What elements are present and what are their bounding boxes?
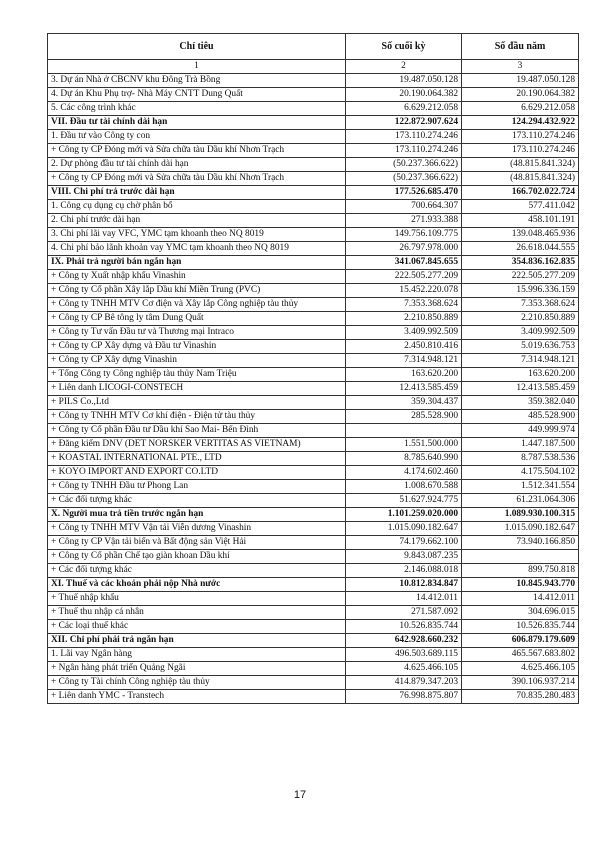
row-end-value: 10.812.834.847 (346, 578, 462, 592)
row-label: + Ngân hàng phát triển Quảng Ngãi (48, 662, 346, 676)
table-row (48, 564, 579, 578)
table-row (48, 200, 579, 214)
row-label: + Đăng kiểm DNV (DET NORSKER VERTITAS AS VIETNAM) (48, 438, 346, 452)
row-end-value: 173.110.274.246 (346, 144, 462, 158)
table-row (48, 424, 579, 438)
row-label: + Công ty CP Xây dựng và Đầu tư Vinashin (48, 340, 346, 354)
row-begin-value: 61.231.064.306 (462, 494, 579, 508)
row-end-value: 414.879.347.203 (346, 676, 462, 690)
row-end-value: 271.587.092 (346, 606, 462, 620)
table-row (48, 242, 579, 256)
row-label: IX. Phải trả người bán ngắn hạn (48, 256, 346, 270)
row-label: VII. Đầu tư tài chính dài hạn (48, 116, 346, 130)
row-end-value (346, 424, 462, 438)
table-row (48, 312, 579, 326)
column-index-row (48, 60, 579, 74)
row-label: + Công ty Cổ phần Đầu tư Dầu khí Sao Mai- Bến Đình (48, 424, 346, 438)
row-label: + Công ty TNHH MTV Vận tải Viễn dương Vinashin (48, 522, 346, 536)
row-begin-value: 390.106.937.214 (462, 676, 579, 690)
table-row (48, 606, 579, 620)
table-row (48, 340, 579, 354)
row-end-value: 496.503.689.115 (346, 648, 462, 662)
row-begin-value: 19.487.050.128 (462, 74, 579, 88)
table-row (48, 284, 579, 298)
row-begin-value: 1.015.090.182.647 (462, 522, 579, 536)
table-row (48, 368, 579, 382)
table-row (48, 508, 579, 522)
row-label: 4. Chi phí bảo lãnh khoản vay YMC tạm khoanh theo NQ 8019 (48, 242, 346, 256)
row-label: + Công ty TNHH MTV Cơ khí điện - Điện tử tàu thủy (48, 410, 346, 424)
row-begin-value: 449.999.974 (462, 424, 579, 438)
row-begin-value: (48.815.841.324) (462, 172, 579, 186)
table-row (48, 438, 579, 452)
financial-notes-sheet (47, 33, 578, 704)
table-row (48, 634, 579, 648)
header-beginning-of-year: Số đầu năm (462, 34, 579, 60)
row-end-value: 1.551.500.000 (346, 438, 462, 452)
row-label: + PILS Co.,Ltd (48, 396, 346, 410)
table-row (48, 74, 579, 88)
row-label: + Liên danh YMC - Transtech (48, 690, 346, 704)
row-label: + Tổng Công ty Công nghiệp tàu thủy Nam Triệu (48, 368, 346, 382)
row-label: + Công ty TNHH Đầu tư Phong Lan (48, 480, 346, 494)
table-row (48, 172, 579, 186)
header-indicator: Chỉ tiêu (48, 34, 346, 60)
row-label: + Công ty Tài chính Công nghiệp tàu thủy (48, 676, 346, 690)
row-label: 1. Công cụ dụng cụ chờ phân bổ (48, 200, 346, 214)
table-row (48, 270, 579, 284)
table-row (48, 522, 579, 536)
row-end-value: (50.237.366.622) (346, 158, 462, 172)
table-row (48, 676, 579, 690)
row-begin-value: 14.412.011 (462, 592, 579, 606)
row-end-value: 2.210.850.889 (346, 312, 462, 326)
table-row (48, 578, 579, 592)
table-row (48, 536, 579, 550)
table-row (48, 620, 579, 634)
row-end-value: 4.174.602.460 (346, 466, 462, 480)
row-begin-value: 2.210.850.889 (462, 312, 579, 326)
table-row (48, 396, 579, 410)
row-end-value: 20.190.064.382 (346, 88, 462, 102)
row-label: 1. Lãi vay Ngân hàng (48, 648, 346, 662)
table-row (48, 228, 579, 242)
table-body (48, 74, 579, 704)
row-begin-value: 173.110.274.246 (462, 144, 579, 158)
row-begin-value: 359.382.040 (462, 396, 579, 410)
row-begin-value: 1.447.187.500 (462, 438, 579, 452)
row-label: 1. Đầu tư vào Công ty con (48, 130, 346, 144)
row-end-value: 642.928.660.232 (346, 634, 462, 648)
row-begin-value: 12.413.585.459 (462, 382, 579, 396)
row-begin-value: 7.314.948.121 (462, 354, 579, 368)
column-index-3: 3 (462, 60, 579, 74)
row-end-value: 3.409.992.509 (346, 326, 462, 340)
table-row (48, 354, 579, 368)
row-label: + Công ty Cổ phần Chế tạo giàn khoan Dầu khí (48, 550, 346, 564)
table-row (48, 452, 579, 466)
row-begin-value: 606.879.179.609 (462, 634, 579, 648)
row-begin-value: (48.815.841.324) (462, 158, 579, 172)
row-label: + KOASTAL INTERNATIONAL PTE., LTD (48, 452, 346, 466)
row-end-value: 341.067.845.655 (346, 256, 462, 270)
row-label: + Các đối tượng khác (48, 564, 346, 578)
row-begin-value: 485.528.900 (462, 410, 579, 424)
row-begin-value: 173.110.274.246 (462, 130, 579, 144)
row-label: XI. Thuế và các khoản phải nộp Nhà nước (48, 578, 346, 592)
row-label: 3. Dự án Nhà ở CBCNV khu Đông Trà Bồng (48, 74, 346, 88)
row-label: XII. Chi phí phải trả ngắn hạn (48, 634, 346, 648)
row-end-value: 163.620.200 (346, 368, 462, 382)
row-begin-value: 4.625.466.105 (462, 662, 579, 676)
row-end-value: 271.933.388 (346, 214, 462, 228)
row-begin-value: 3.409.992.509 (462, 326, 579, 340)
row-end-value: 2.146.088.018 (346, 564, 462, 578)
table-row (48, 88, 579, 102)
row-begin-value: 458.101.191 (462, 214, 579, 228)
row-end-value: (50.237.366.622) (346, 172, 462, 186)
row-begin-value: 8.787.538.536 (462, 452, 579, 466)
row-label: + Công ty CP Xây dựng Vinashin (48, 354, 346, 368)
table-row (48, 214, 579, 228)
table-row (48, 116, 579, 130)
row-begin-value: 10.526.835.744 (462, 620, 579, 634)
table-row (48, 256, 579, 270)
row-end-value: 7.314.948.121 (346, 354, 462, 368)
row-label: + Công ty Xuất nhập khẩu Vinashin (48, 270, 346, 284)
row-end-value: 2.450.810.416 (346, 340, 462, 354)
row-begin-value: 222.505.277.209 (462, 270, 579, 284)
row-begin-value: 465.567.683.802 (462, 648, 579, 662)
row-end-value: 14.412.011 (346, 592, 462, 606)
table-row (48, 466, 579, 480)
row-begin-value: 10.845.943.770 (462, 578, 579, 592)
row-label: + Công ty CP Đóng mới và Sửa chữa tàu Dầu khí Nhơn Trạch (48, 172, 346, 186)
row-end-value: 6.629.212.058 (346, 102, 462, 116)
header-row (48, 34, 579, 60)
row-end-value: 26.797.978.000 (346, 242, 462, 256)
row-label: 2. Chi phí trước dài hạn (48, 214, 346, 228)
row-label: + Công ty CP Vận tải biển và Bất động sản Việt Hải (48, 536, 346, 550)
row-label: 3. Chi phí lãi vay VFC, YMC tạm khoanh theo NQ 8019 (48, 228, 346, 242)
row-end-value: 222.505.277.209 (346, 270, 462, 284)
table-row (48, 648, 579, 662)
row-begin-value: 139.048.465.936 (462, 228, 579, 242)
table-row (48, 298, 579, 312)
table-row (48, 186, 579, 200)
row-end-value: 10.526.835.744 (346, 620, 462, 634)
row-begin-value: 4.175.504.102 (462, 466, 579, 480)
row-end-value: 8.785.640.990 (346, 452, 462, 466)
page-number: 17 (293, 789, 307, 801)
row-begin-value: 166.702.022.724 (462, 186, 579, 200)
table-row (48, 326, 579, 340)
row-end-value: 1.015.090.182.647 (346, 522, 462, 536)
financial-table (47, 33, 579, 704)
table-row (48, 158, 579, 172)
column-index-1: 1 (48, 60, 346, 74)
row-label: + Công ty Cổ phần Xây lắp Dầu khí Miền Trung (PVC) (48, 284, 346, 298)
row-begin-value: 1.512.341.554 (462, 480, 579, 494)
row-label: X. Người mua trả tiền trước ngắn hạn (48, 508, 346, 522)
row-begin-value (462, 550, 579, 564)
row-label: + Các loại thuế khác (48, 620, 346, 634)
row-begin-value: 5.019.636.753 (462, 340, 579, 354)
row-end-value: 285.528.900 (346, 410, 462, 424)
table-row (48, 102, 579, 116)
table-row (48, 550, 579, 564)
row-label: 5. Các công trình khác (48, 102, 346, 116)
table-row (48, 592, 579, 606)
row-begin-value: 354.836.162.835 (462, 256, 579, 270)
row-begin-value: 20.190.064.382 (462, 88, 579, 102)
row-begin-value: 124.294.432.922 (462, 116, 579, 130)
column-index-2: 2 (346, 60, 462, 74)
row-begin-value: 899.750.818 (462, 564, 579, 578)
row-begin-value: 7.353.368.624 (462, 298, 579, 312)
row-begin-value: 26.618.044.555 (462, 242, 579, 256)
row-label: + Thuế thu nhập cá nhân (48, 606, 346, 620)
row-label: VIII. Chi phí trả trước dài hạn (48, 186, 346, 200)
row-label: + Công ty CP Bê tông ly tâm Dung Quất (48, 312, 346, 326)
row-end-value: 122.872.907.624 (346, 116, 462, 130)
row-end-value: 4.625.466.105 (346, 662, 462, 676)
table-row (48, 662, 579, 676)
row-end-value: 9.843.087.235 (346, 550, 462, 564)
row-label: + Thuế nhập khẩu (48, 592, 346, 606)
row-end-value: 12.413.585.459 (346, 382, 462, 396)
row-begin-value: 304.696.015 (462, 606, 579, 620)
row-label: 2. Dự phòng đầu tư tài chính dài hạn (48, 158, 346, 172)
row-begin-value: 15.996.336.159 (462, 284, 579, 298)
row-begin-value: 1.089.930.100.315 (462, 508, 579, 522)
row-end-value: 359.304.437 (346, 396, 462, 410)
row-end-value: 51.627.924.775 (346, 494, 462, 508)
row-label: + Các đối tượng khác (48, 494, 346, 508)
row-end-value: 700.664.307 (346, 200, 462, 214)
row-label: + Công ty TNHH MTV Cơ điện và Xây lắp Công nghiệp tàu thủy (48, 298, 346, 312)
row-begin-value: 6.629.212.058 (462, 102, 579, 116)
row-begin-value: 73.940.166.850 (462, 536, 579, 550)
row-label: + Công ty CP Đóng mới và Sửa chữa tàu Dầu khí Nhơn Trạch (48, 144, 346, 158)
row-end-value: 177.526.685.470 (346, 186, 462, 200)
table-row (48, 480, 579, 494)
row-label: + Liên danh LICOGI-CONSTECH (48, 382, 346, 396)
row-begin-value: 163.620.200 (462, 368, 579, 382)
row-label: + Công ty Tư vấn Đầu tư và Thương mại Intraco (48, 326, 346, 340)
row-end-value: 149.756.109.775 (346, 228, 462, 242)
row-end-value: 1.101.259.020.000 (346, 508, 462, 522)
header-end-of-period: Số cuối kỳ (346, 34, 462, 60)
row-label: + KOYO IMPORT AND EXPORT CO.LTD (48, 466, 346, 480)
table-row (48, 144, 579, 158)
row-end-value: 7.353.368.624 (346, 298, 462, 312)
row-end-value: 1.008.670.588 (346, 480, 462, 494)
table-row (48, 410, 579, 424)
row-end-value: 19.487.050.128 (346, 74, 462, 88)
row-end-value: 15.452.220.078 (346, 284, 462, 298)
table-row (48, 494, 579, 508)
table-row (48, 690, 579, 704)
row-end-value: 74.179.662.100 (346, 536, 462, 550)
table-row (48, 382, 579, 396)
row-label: 4. Dự án Khu Phụ trợ- Nhà Máy CNTT Dung Quất (48, 88, 346, 102)
row-end-value: 173.110.274.246 (346, 130, 462, 144)
table-row (48, 130, 579, 144)
row-begin-value: 577.411.042 (462, 200, 579, 214)
row-begin-value: 70.835.280.483 (462, 690, 579, 704)
row-end-value: 76.998.875.807 (346, 690, 462, 704)
